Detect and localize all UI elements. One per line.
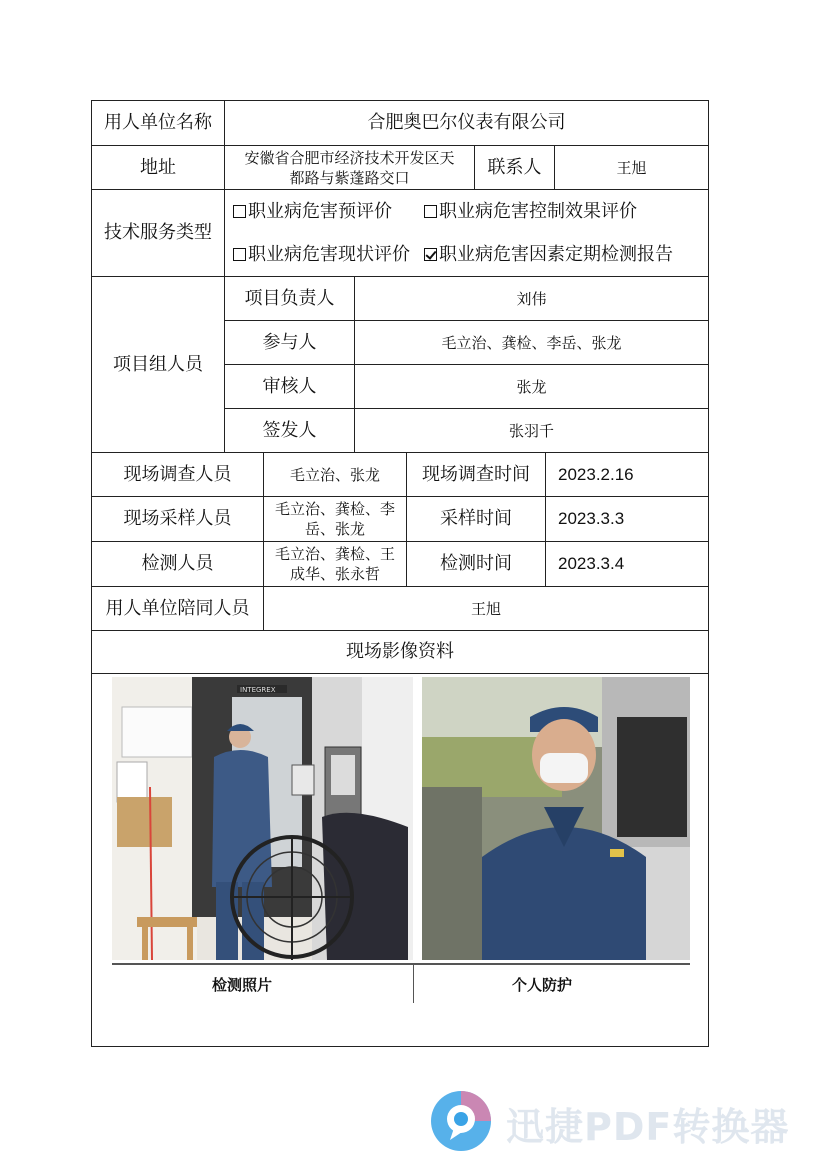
survey-time-label: 现场调查时间 bbox=[407, 453, 546, 497]
sampling-staff-value bbox=[264, 497, 407, 542]
service-type-options bbox=[225, 190, 708, 277]
sampling-time-value: 2023.3.3 bbox=[546, 497, 708, 542]
ppe-photo-caption: 个人防护 bbox=[512, 976, 573, 994]
employer-label: 用人单位名称 bbox=[92, 101, 225, 146]
accompany-label: 用人单位陪同人员 bbox=[92, 587, 264, 631]
contact-label: 联系人 bbox=[475, 146, 555, 190]
service-option-pre-eval[interactable]: 职业病危害预评价 bbox=[233, 201, 392, 223]
sampling-staff-line-1: 毛立治、龚检、李 bbox=[274, 500, 395, 518]
contact-value: 王旭 bbox=[555, 146, 708, 190]
team-role-participants: 参与人 bbox=[225, 321, 355, 365]
pdf-converter-logo-icon bbox=[428, 1088, 494, 1154]
machine-brand-text: INTEGREX bbox=[240, 686, 276, 694]
testing-time-value: 2023.3.4 bbox=[546, 542, 708, 587]
sampling-staff-line-2: 岳、张龙 bbox=[304, 520, 365, 538]
team-role-reviewer: 审核人 bbox=[225, 365, 355, 409]
team-name-participants: 毛立治、龚检、李岳、张龙 bbox=[355, 321, 708, 365]
caption-divider bbox=[112, 963, 690, 965]
team-name-issuer: 张羽千 bbox=[355, 409, 708, 453]
testing-staff-label: 检测人员 bbox=[92, 542, 264, 587]
employer-value: 合肥奥巴尔仪表有限公司 bbox=[225, 101, 708, 146]
ppe-photo bbox=[422, 677, 690, 960]
testing-staff-value bbox=[264, 542, 407, 587]
site-photos bbox=[92, 674, 708, 1046]
survey-time-value: 2023.2.16 bbox=[546, 453, 708, 497]
checkbox-icon[interactable] bbox=[424, 205, 437, 218]
team-name-reviewer: 张龙 bbox=[355, 365, 708, 409]
service-option-status-eval[interactable]: 职业病危害现状评价 bbox=[233, 244, 410, 266]
testing-photo bbox=[112, 677, 413, 960]
caption-separator bbox=[413, 963, 414, 1003]
team-name-lead: 刘伟 bbox=[355, 277, 708, 321]
survey-staff-label: 现场调查人员 bbox=[92, 453, 264, 497]
info-form-table bbox=[91, 100, 709, 1047]
testing-time-label: 检测时间 bbox=[407, 542, 546, 587]
address-line-1: 安徽省合肥市经济技术开发区天 bbox=[244, 148, 455, 167]
address-label: 地址 bbox=[92, 146, 225, 190]
media-section-title: 现场影像资料 bbox=[92, 631, 708, 674]
survey-staff-value: 毛立治、张龙 bbox=[264, 453, 407, 497]
checkbox-icon[interactable] bbox=[233, 205, 246, 218]
service-option-periodic-test[interactable]: 职业病危害因素定期检测报告 bbox=[424, 244, 673, 266]
address-value bbox=[225, 146, 475, 190]
sampling-staff-label: 现场采样人员 bbox=[92, 497, 264, 542]
service-option-control-eval[interactable]: 职业病危害控制效果评价 bbox=[424, 201, 637, 223]
pdf-converter-watermark bbox=[428, 1088, 808, 1154]
team-label: 项目组人员 bbox=[92, 277, 225, 453]
accompany-value: 王旭 bbox=[264, 587, 708, 631]
team-role-lead: 项目负责人 bbox=[225, 277, 355, 321]
watermark-text: 迅捷PDF转换器 bbox=[506, 1105, 790, 1149]
sampling-time-label: 采样时间 bbox=[407, 497, 546, 542]
service-type-label: 技术服务类型 bbox=[92, 190, 225, 277]
team-role-issuer: 签发人 bbox=[225, 409, 355, 453]
testing-staff-line-2: 成华、张永哲 bbox=[289, 565, 380, 583]
address-line-2: 都路与紫蓬路交口 bbox=[289, 168, 410, 187]
checkbox-checked-icon[interactable] bbox=[424, 248, 437, 261]
testing-staff-line-1: 毛立治、龚检、王 bbox=[274, 545, 395, 563]
checkbox-icon[interactable] bbox=[233, 248, 246, 261]
testing-photo-caption: 检测照片 bbox=[212, 976, 273, 994]
